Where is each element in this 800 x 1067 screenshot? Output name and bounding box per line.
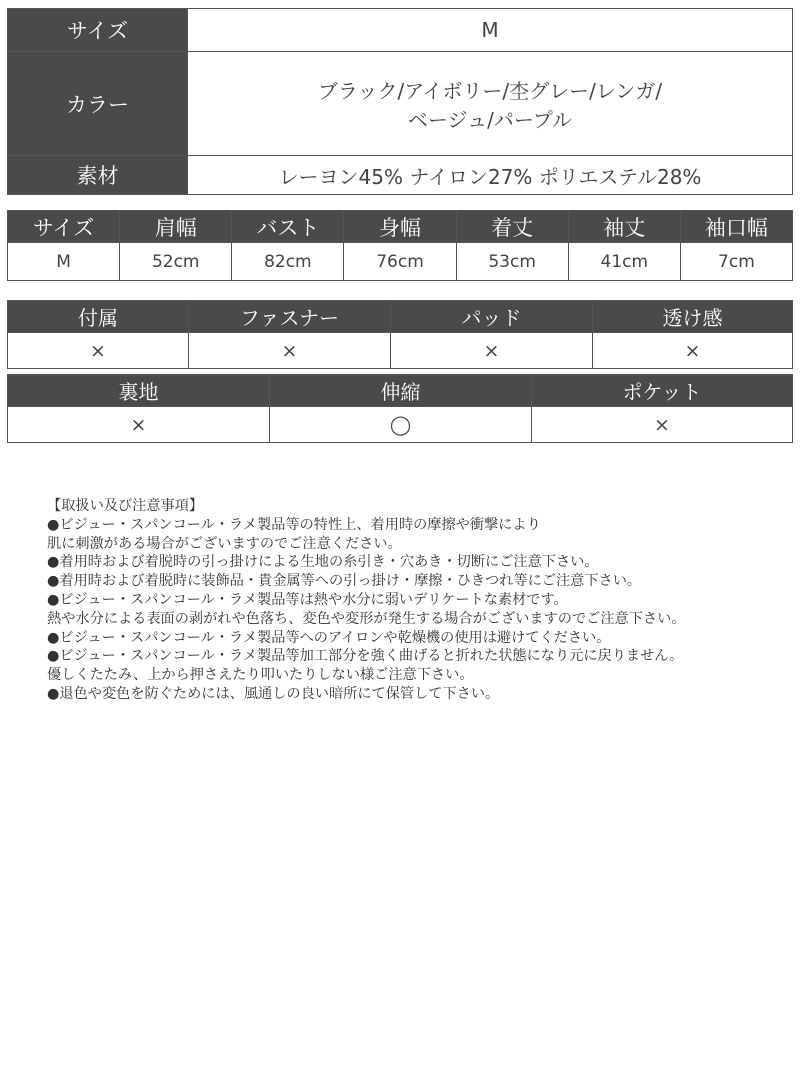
attribute-value: ◯ xyxy=(270,407,532,443)
size-header: 袖口幅 xyxy=(680,211,792,243)
attributes-table-2 xyxy=(7,374,793,443)
note-line: ●着用時および着脱時の引っ掛けによる生地の糸引き・穴あき・切断にご注意下さい。 xyxy=(47,554,599,571)
attribute-value: × xyxy=(391,333,593,369)
size-label: サイズ xyxy=(8,9,188,52)
attribute-header: パッド xyxy=(391,301,593,333)
material-label: 素材 xyxy=(8,156,188,195)
attribute-value: × xyxy=(8,333,189,369)
attribute-value: × xyxy=(8,407,270,443)
attribute-header: 伸縮 xyxy=(270,375,532,407)
spec-table xyxy=(7,8,793,195)
size-cell: 52cm xyxy=(120,243,232,281)
size-cell: M xyxy=(8,243,120,281)
size-cell: 7cm xyxy=(680,243,792,281)
attributes-table-1 xyxy=(7,300,793,369)
size-header: バスト xyxy=(232,211,344,243)
note-line: ●着用時および着脱時に装飾品・貴金属等への引っ掛け・摩擦・ひきつれ等にご注意下さい。 xyxy=(47,573,642,590)
color-label: カラー xyxy=(8,52,188,156)
note-line: 肌に刺激がある場合がございますのでご注意ください。 xyxy=(47,535,402,552)
attribute-header: ポケット xyxy=(532,375,793,407)
note-line: ●退色や変色を防ぐためには、風通しの良い暗所にて保管して下さい。 xyxy=(47,685,500,702)
note-line: 熱や水分による表面の剥がれや色落ち、変色や変形が発生する場合がございますのでご注意下さい。 xyxy=(47,610,686,627)
color-value xyxy=(188,52,793,156)
color-line: ブラック/アイボリー/杢グレー/レンガ/ xyxy=(317,78,663,103)
note-line: ●ビジュー・スパンコール・ラメ製品等へのアイロンや乾燥機の使用は避けてください。 xyxy=(47,629,611,646)
attribute-value: × xyxy=(593,333,793,369)
size-table xyxy=(7,210,793,281)
attribute-header: 透け感 xyxy=(593,301,793,333)
care-notes xyxy=(47,497,787,704)
size-value: M xyxy=(188,9,793,52)
note-line: 優しくたたみ、上から押さえたり叩いたりしない様ご注意下さい。 xyxy=(47,667,474,684)
attribute-value: × xyxy=(532,407,793,443)
size-header: 着丈 xyxy=(456,211,568,243)
size-cell: 82cm xyxy=(232,243,344,281)
note-line: ●ビジュー・スパンコール・ラメ製品等の特性上、着用時の摩擦や衝撃により xyxy=(47,516,541,533)
notes-heading: 【取扱い及び注意事項】 xyxy=(47,498,204,514)
size-cell: 76cm xyxy=(344,243,456,281)
size-header: 肩幅 xyxy=(120,211,232,243)
size-header: 身幅 xyxy=(344,211,456,243)
size-cell: 41cm xyxy=(568,243,680,281)
attribute-header: 裏地 xyxy=(8,375,270,407)
note-line: ●ビジュー・スパンコール・ラメ製品等加工部分を強く曲げると折れた状態になり元に戻りません。 xyxy=(47,648,684,665)
color-line: ベージュ/パープル xyxy=(407,107,573,132)
attribute-header: ファスナー xyxy=(189,301,391,333)
attribute-value: × xyxy=(189,333,391,369)
size-header: サイズ xyxy=(8,211,120,243)
material-value: レーヨン45% ナイロン27% ポリエステル28% xyxy=(188,156,793,195)
note-line: ●ビジュー・スパンコール・ラメ製品等は熱や水分に弱いデリケートな素材です。 xyxy=(47,591,568,608)
size-header: 袖丈 xyxy=(568,211,680,243)
size-cell: 53cm xyxy=(456,243,568,281)
attribute-header: 付属 xyxy=(8,301,189,333)
